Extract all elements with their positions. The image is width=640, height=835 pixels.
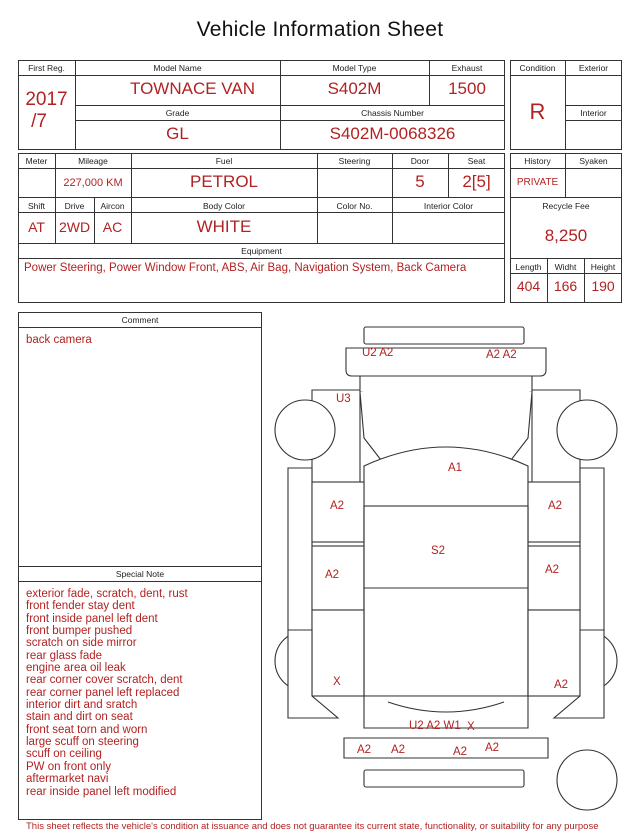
damage-bottom-a2-4: A2 [485, 742, 500, 754]
special-note-item: scuff on ceiling [26, 748, 102, 761]
special-note-item: PW on front only [26, 760, 112, 773]
first-reg-label: First Reg. [28, 63, 65, 73]
damage-left-x: X [333, 676, 341, 688]
damage-top-left: U2 A2 [362, 347, 394, 359]
special-note-item: engine area oil leak [26, 662, 126, 675]
special-note-item: large scuff on steering [26, 736, 139, 749]
left-side-panel [288, 468, 312, 630]
vehicle-diagram [268, 318, 628, 818]
mileage-value: 227,000 KM [63, 177, 123, 189]
chassis-number-value: S402M-0068326 [329, 124, 456, 143]
damage-bottom-a2-2: A2 [391, 744, 406, 756]
cargo-floor [364, 506, 528, 696]
height-label: Height [590, 262, 616, 272]
special-note-list [26, 588, 188, 798]
meter-label: Meter [25, 156, 48, 166]
width-value: 166 [553, 278, 578, 294]
length-value: 404 [516, 278, 541, 294]
damage-right-door-front: A2 [548, 500, 563, 512]
first-reg-year: 2017 [25, 89, 68, 110]
aircon-value: AC [102, 219, 123, 235]
shift-value: AT [28, 219, 45, 235]
damage-bottom-a2-1: A2 [357, 744, 372, 756]
special-note-item: front fender stay dent [26, 600, 135, 613]
damage-left-door-front: A2 [330, 500, 345, 512]
interior-label: Interior [580, 108, 607, 118]
length-label: Length [515, 262, 542, 272]
drive-label: Drive [64, 201, 85, 211]
steering-label: Steering [338, 156, 371, 166]
recycle-fee-value: 8,250 [544, 226, 588, 245]
width-label: Widht [554, 262, 577, 272]
exhaust-label: Exhaust [451, 63, 483, 73]
seat-value: 2[5] [462, 172, 491, 191]
equipment-label: Equipment [241, 246, 282, 256]
special-note-item: scratch on side mirror [26, 637, 137, 650]
special-note-item: rear inside panel left modified [26, 785, 177, 798]
spare-wheel [557, 750, 617, 810]
history-label: History [524, 156, 551, 166]
damage-top-right: A2 A2 [486, 349, 517, 361]
rear-bottom-bumper [364, 770, 524, 787]
page-title: Vehicle Information Sheet [196, 18, 444, 41]
aircon-label: Aircon [100, 201, 125, 211]
grade-value: GL [166, 124, 189, 143]
first-reg-month: /7 [31, 111, 47, 132]
right-side-panel [580, 468, 604, 630]
interior-color-label: Interior Color [423, 201, 474, 211]
door-value: 5 [415, 172, 425, 191]
right-front-door [528, 482, 580, 542]
seat-label: Seat [467, 156, 486, 166]
model-name-label: Model Name [153, 63, 202, 73]
mileage-label: Mileage [78, 156, 108, 166]
damage-left-door-rear: A2 [325, 569, 340, 581]
equipment-value: Power Steering, Power Window Front, ABS, Air Bag, Navigation System, Back Camera [24, 262, 467, 274]
damage-floor: S2 [431, 545, 446, 557]
chassis-number-label: Chassis Number [361, 108, 424, 118]
damage-bottom-x: X [467, 721, 475, 733]
special-note-item: rear corner cover scratch, dent [26, 674, 183, 687]
damage-right-corner: A2 [554, 679, 569, 691]
model-name-value: TOWNACE VAN [130, 79, 255, 98]
height-value: 190 [591, 278, 615, 294]
rear-bumper [344, 738, 548, 758]
special-note-item: stain and dirt on seat [26, 711, 133, 724]
damage-bottom-center: U2 A2 W1 [409, 720, 461, 732]
color-no-label: Color No. [336, 201, 373, 211]
history-value: PRIVATE [516, 177, 559, 188]
body-color-value: WHITE [196, 217, 252, 236]
special-note-item: front inside panel left dent [26, 612, 158, 625]
fuel-value: PETROL [189, 172, 259, 191]
special-note-item: rear corner panel left replaced [26, 686, 180, 699]
comment-value: back camera [26, 334, 92, 346]
comment-label: Comment [121, 315, 159, 325]
drive-value: 2WD [58, 219, 91, 235]
syaken-label: Syaken [579, 156, 608, 166]
exhaust-value: 1500 [448, 79, 486, 98]
body-color-label: Body Color [202, 201, 246, 211]
special-note-item: front bumper pushed [26, 625, 133, 638]
shift-label: Shift [27, 201, 45, 211]
wheel-front-right [557, 400, 617, 460]
condition-label: Condition [519, 63, 556, 73]
special-note-item: exterior fade, scratch, dent, rust [26, 588, 188, 600]
damage-right-door-rear: A2 [545, 564, 560, 576]
left-front-door [312, 482, 364, 542]
special-note-item: front seat torn and worn [26, 723, 148, 736]
special-note-item: aftermarket navi [26, 773, 109, 786]
recycle-fee-label: Recycle Fee [542, 201, 590, 211]
right-front-door-inner [528, 546, 580, 610]
model-type-value: S402M [327, 79, 382, 98]
exterior-label: Exterior [578, 63, 609, 73]
damage-roof: A1 [448, 462, 463, 474]
damage-bottom-a2-3: A2 [453, 746, 468, 758]
special-note-label: Special Note [115, 569, 165, 579]
grade-label: Grade [165, 108, 190, 118]
disclaimer-footer: This sheet reflects the vehicle's condition at issuance and does not guarantee its current state, functionality, or suitability for any purpose [26, 821, 599, 832]
door-label: Door [410, 156, 430, 166]
fuel-label: Fuel [215, 156, 233, 166]
damage-rear-quarter-left: U3 [336, 393, 351, 405]
special-note-item: interior dirt and sratch [26, 699, 138, 712]
wheel-front-left [275, 400, 335, 460]
special-note-item: rear glass fade [26, 649, 103, 662]
roof [364, 447, 528, 506]
front-top-bumper [364, 327, 524, 344]
condition-value: R [529, 99, 546, 124]
model-type-label: Model Type [332, 63, 377, 73]
